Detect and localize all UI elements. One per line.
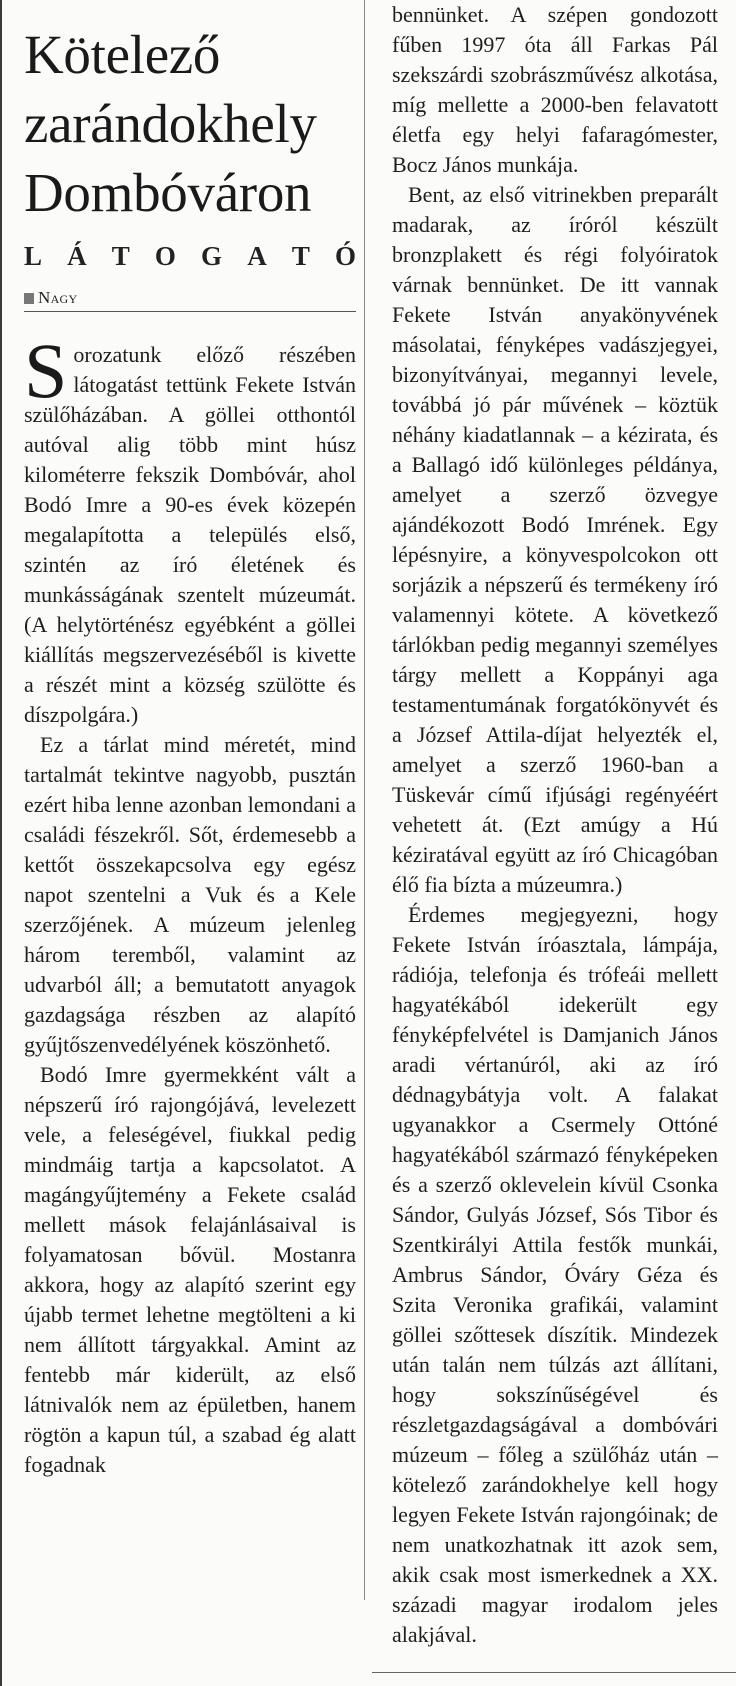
left-column — [0, 0, 364, 1686]
bottom-divider — [372, 1672, 736, 1673]
rubric-letter: Ó — [334, 241, 356, 271]
column-divider — [364, 0, 365, 1600]
paragraph: Ez a tárlat mind méretét, mind tartalmát tekintve nagyobb, pusztán ezért hiba lenne azonban lemondani a családi fészekről. Sőt, érdemesebb a kettőt összekapcsolva egy egész napot szentelni a Vuk és a Kele szerzőjének. A múzeum jelenleg három teremből, valamint az udvarból áll; a bemutatott anyagok gazdagsága részben az alapító gyűjtőszenvedélyének köszönhető. — [24, 732, 356, 1057]
byline-square-icon — [24, 293, 34, 304]
headline-line: Dombóváron — [24, 162, 312, 223]
headline — [24, 20, 354, 227]
paragraph: Bodó Imre gyermekként vált a népszerű író rajongójává, levelezett vele, a feleségével, fiukkal pedig mindmáig tartja a kapcsolatot. A magángyűjtemény a Fekete család mellett mások felajánlásaival is folyamatosan bővül. Mostanra akkora, hogy az alapító szerint egy újabb termet lehetne megtölteni a ki nem állított tárgyakkal. Amint az fentebb már kiderült, az első látnivalók nem az épületben, hanem rögtön a kapun túl, a szabad ég alatt fogadnak — [24, 1062, 356, 1477]
paragraph — [24, 327, 356, 730]
byline-row — [24, 288, 356, 312]
rubric-letter: L — [24, 241, 43, 271]
headline-line: zarándokhely — [24, 93, 317, 154]
paragraph: bennünket. A szépen gondozott fűben 1997 óta áll Farkas Pál szekszárdi szobrászművész alkotása, míg mellette a 2000-ben felavatott életfa egy helyi fafaragómester, Bocz János munkája. — [392, 2, 718, 177]
rubric-letter: T — [111, 241, 130, 271]
right-article-text — [392, 0, 718, 1650]
paragraph: Érdemes megjegyezni, hogy Fekete István íróasztala, lámpája, rádiója, telefonja és trófeái mellett hagyatékából idekerült egy fényképfelvétel is Damjanich János aradi vértanúról, aki az író dédnagybátyja volt. A falakat ugyanakkor a Csermely Ottóné hagyatékából származó fényképeken és a szerző oklevelein kívül Csonka Sándor, Gulyás József, Sós Tibor és Szentkirályi Attila festők munkái, Ambrus Sándor, Óváry Géza és Szita Veronika grafikái, valamint göllei szőttesek díszítik. Mindezek után talán nem túlzás azt állítani, hogy sokszínűségével és részletgazdagságával a dombóvári múzeum – főleg a szülőház után – kötelező zarándokhelye kell hogy legyen Fekete István rajongóinak; de nem unatkozhatnak itt azok sem, akik csak most ismerkednek a XX. századi magyar irodalom jeles alakjával. — [392, 902, 718, 1647]
rubric-letter: O — [154, 241, 176, 271]
headline-line: Kötelező — [24, 24, 221, 85]
right-column — [372, 0, 722, 1686]
rubric-letter: T — [291, 241, 310, 271]
drop-cap: S — [24, 327, 68, 414]
paragraph: Bent, az első vitrinekben preparált madarak, az íróról készült bronzplakett és régi folyóiratok várnak bennünket. De itt vannak Fekete István anyakönyvének másolatai, fényképes vadászjegyei, bizonyítványai, megannyi levele, továbbá jó pár művének – köztük néhány kiadatlannak – a kézirata, és a Ballagó idő különleges példánya, amelyet a szerző özvegye ajándékozott Bodó Imrének. Egy lépésnyire, a könyvespolcokon ott sorjázik a népszerű és termékeny író valamennyi kötete. A következő tárlókban pedig megannyi személyes tárgy mellett a Koppányi aga testamentumának forgatókönyvét és a József Attila-díjat helyezték el, amelyet a szerző 1960-ban a Tüskevár című ifjúsági regényéért vehetett át. (Ezt amúgy a Hú kéziratával együtt az író Chicagóban élő fia bízta a múzeumra.) — [392, 182, 718, 897]
section-rubric — [24, 241, 356, 272]
rubric-letter: Á — [67, 241, 87, 271]
rubric-letter: G — [201, 241, 223, 271]
paragraph-text: orozatunk előző részében látogatást tettünk Fekete István szülőházában. A göllei otthontól autóval alig több mint húsz kilométerre fekszik Dombóvár, ahol Bodó Imre a 90-es évek közepén megalapította a település első, szintén az író életének és munkásságának szentelt múzeumát. (A helytörténész egyébként a göllei kiállítás megszervezéséből is kivette a részét mint a község szülötte és díszpolgára.) — [24, 342, 356, 727]
left-article-text — [24, 327, 356, 1480]
author-byline: Nagy — [38, 288, 78, 307]
rubric-letter: A — [247, 241, 267, 271]
